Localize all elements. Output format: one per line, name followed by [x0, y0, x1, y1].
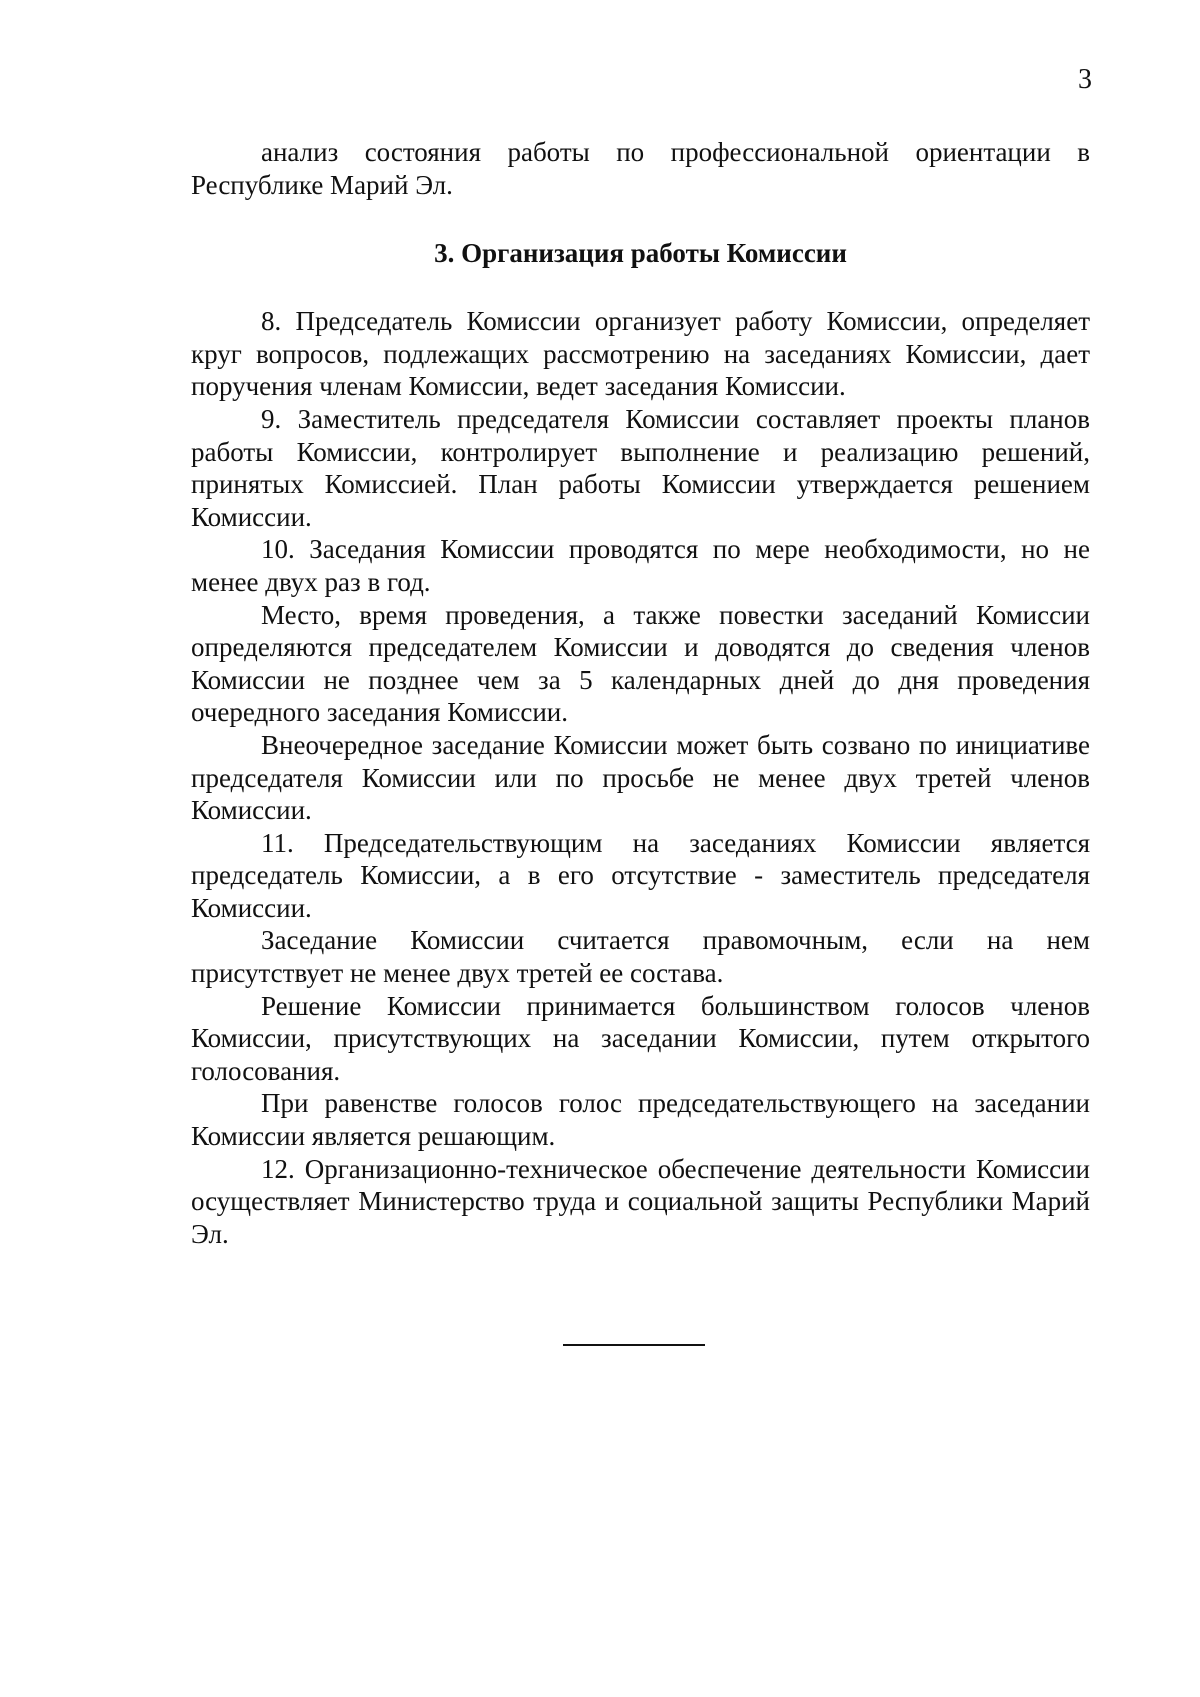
paragraph-decision: Решение Комиссии принимается большинством голосов членов Комиссии, присутствующих на заседании Комиссии, путем открытого голосования.: [191, 990, 1090, 1086]
paragraph-extraordinary-meeting: Внеочередное заседание Комиссии может быть созвано по инициативе председателя Комиссии или по просьбе не менее двух третей членов Комиссии.: [191, 729, 1090, 826]
intro-paragraph: анализ состояния работы по профессиональной ориентации в Республике Марий Эл.: [191, 137, 1090, 200]
paragraph-9: 9. Заместитель председателя Комиссии составляет проекты планов работы Комиссии, контролирует выполнение и реализацию решений, принятых Комиссией. План работы Комиссии утверждается решением Комиссии.: [191, 403, 1090, 532]
paragraph-8: 8. Председатель Комиссии организует работу Комиссии, определяет круг вопросов, подлежащих рассмотрению на заседаниях Комиссии, дает поручения членам Комиссии, ведет заседания Комиссии.: [191, 306, 1090, 402]
end-separator-line: [563, 1344, 705, 1346]
paragraph-tie-vote: При равенстве голосов голос председательствующего на заседании Комиссии является решающим.: [191, 1088, 1090, 1152]
document-body: [191, 136, 1090, 1250]
page-number: 3: [1078, 64, 1092, 95]
paragraph-quorum: Заседание Комиссии считается правомочным, если на нем присутствует не менее двух третей ее состава.: [191, 925, 1090, 989]
paragraph-10: 10. Заседания Комиссии проводятся по мере необходимости, но не менее двух раз в год.: [191, 534, 1090, 597]
paragraph-11: 11. Председательствующим на заседаниях Комиссии является председатель Комиссии, а в его отсутствие - заместитель председателя Комиссии.: [191, 827, 1090, 923]
paragraph-meeting-place: Место, время проведения, а также повестки заседаний Комиссии определяются председателем Комиссии и доводятся до сведения членов Комиссии не позднее чем за 5 календарных дней до дня проведения очередного заседания Комиссии.: [191, 599, 1090, 728]
paragraph-12: 12. Организационно-техническое обеспечение деятельности Комиссии осуществляет Министерство труда и социальной защиты Республики Марий Эл.: [191, 1153, 1090, 1249]
section-heading: 3. Организация работы Комиссии: [434, 238, 847, 269]
